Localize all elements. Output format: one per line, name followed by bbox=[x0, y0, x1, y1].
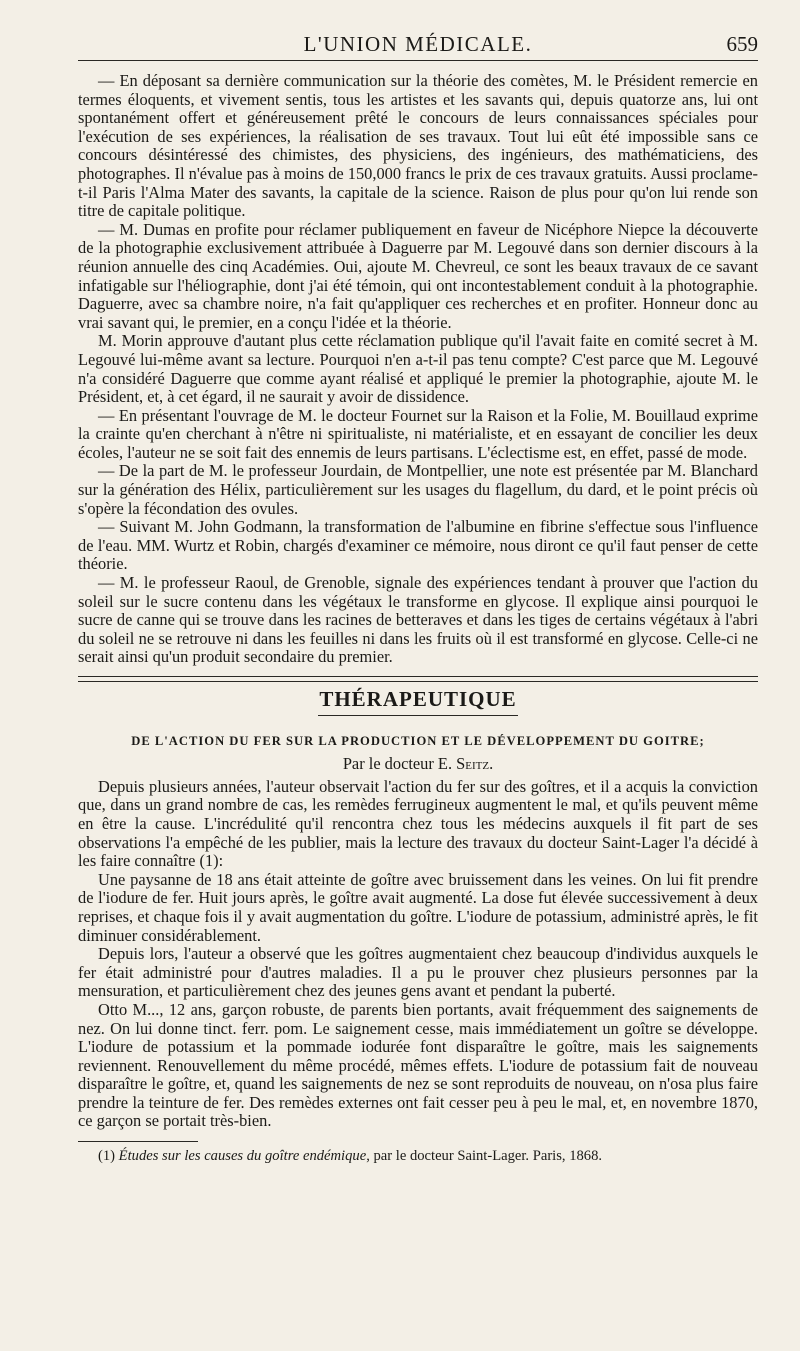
article-title: DE L'ACTION DU FER SUR LA PRODUCTION ET LE DÉVELOPPEMENT DU GOITRE; bbox=[131, 733, 705, 748]
section-title-underline bbox=[318, 715, 518, 716]
paragraph-raoul: — M. le professeur Raoul, de Grenoble, signale des expériences tendant à prouver que l'action du soleil sur le sucre contenu dans les végétaux le transforme en glycose. Il explique ainsi pourquoi le sucre de canne qui se trouve dans les racines de betteraves et dans les tiges de certains végétaux à l'abri du soleil ne se retrouve ni dans les feuilles ni dans les fruits où il est transformé en glycose. Celle-ci ne serait ainsi qu'un produit secondaire du premier. bbox=[78, 573, 758, 667]
footnote-rest: , par le docteur Saint-Lager. Paris, 1868. bbox=[366, 1148, 603, 1165]
author-name: Seitz. bbox=[456, 754, 494, 774]
running-header bbox=[78, 30, 758, 61]
page-number: 659 bbox=[726, 32, 758, 56]
paragraph-comets: — En déposant sa dernière communication sur la théorie des comètes, M. le Président remercie en termes éloquents, et vivement sentis, tous les artistes et les savants qui, depuis quatorze ans, lui ont spontanément offert et généreusement prêté le concours de leurs connaissances spéciales pour l'exécution de ses expériences, la réalisation de ses travaux. Tout lui eût été impossible sans ce concours désintéressé des chimistes, des physiciens, des ingénieurs, des mathématiciens, des photographes. Il n'évalue pas à moins de 150,000 francs le prix de ces travaux gratuits. Aussi proclame-t-il Paris l'Alma Mater des savants, la capitale de la science. Raison de plus pour qu'on lui rende son titre de capitale politique. bbox=[78, 71, 758, 221]
paragraph-niepce: — M. Dumas en profite pour réclamer publiquement en faveur de Nicéphore Niepce la découverte de la photographie exclusivement attribuée à Daguerre par M. Legouvé dans son dernier discours à la réunion annuelle des cinq Académies. Oui, ajoute M. Chevreul, ce sont les beaux travaux de ce savant infatigable sur l'héliographie, dont j'ai été témoin, qui ont incontestablement conduit à la photographie. Daguerre, avec sa chambre noire, n'a fait qu'appliquer ces recherches et en profiter. Honneur donc au vrai savant qui, le premier, en a conçu l'idée et la théorie. bbox=[78, 219, 758, 332]
article-body bbox=[78, 72, 758, 1165]
footnote bbox=[78, 1148, 758, 1165]
article-author bbox=[78, 755, 758, 774]
author-prefix: Par le docteur E. bbox=[342, 754, 457, 774]
paragraph-case-otto: Otto M..., 12 ans, garçon robuste, de parents bien portants, avait fréquemment des saignements de nez. On lui donne tinct. ferr. pom. Le saignement cesse, mais immédiatement un goître se développe. L'iodure de potassium et la pommade iodurée font disparaître le goître, mais les saignements reviennent. Renouvellement du même procédé, mêmes effets. L'iodure de potassium fait de nouveau disparaître le goître, et, quand les saignements de nez se sont reproduits de nouveau, on n'osa plus faire prendre la teinture de fer. Des remèdes externes ont fait cesser peu à peu le mal, et, en novembre 1870, ce garçon se portait très-bien. bbox=[78, 999, 758, 1131]
footnote-title: Études sur les causes du goître endémique bbox=[118, 1148, 367, 1165]
footnote-marker: (1) bbox=[98, 1148, 119, 1165]
journal-title: L'UNION MÉDICALE. bbox=[303, 32, 533, 56]
paragraph-intro: Depuis plusieurs années, l'auteur observait l'action du fer sur des goîtres, et il a acquis la conviction que, dans un grand nombre de cas, les remèdes ferrugineux augmentent le mal, et qu'ils peuvent même en être la cause. L'incrédulité qu'il rencontra chez tous les médecins auxquels il fit part de ses observations l'a empêché de les publier, mais la lecture des travaux du docteur Saint-Lager l'a décidé à les faire connaître (1): bbox=[78, 776, 758, 871]
paragraph-observation: Depuis lors, l'auteur a observé que les goîtres augmentaient chez beaucoup d'individus auxquels le fer était administré pour d'autres maladies. Il a pu le prouver chez plusieurs personnes par la mensuration, et particulièrement chez des jeunes gens avant et pendant la puberté. bbox=[78, 944, 758, 1001]
paragraph-godmann: — Suivant M. John Godmann, la transformation de l'albumine en fibrine s'effectue sous l'influence de l'eau. MM. Wurtz et Robin, chargés d'examiner ce mémoire, nous diront ce qu'il faut penser de cette théorie. bbox=[78, 517, 758, 574]
paragraph-fournet: — En présentant l'ouvrage de M. le docteur Fournet sur la Raison et la Folie, M. Bouillaud exprime la crainte qu'en cherchant à n'être ni spiritualiste, ni matérialiste, et en essayant de concilier les deux écoles, l'auteur ne se soit fait des ennemis de leurs partisans. L'éclectisme est, en effet, passé de mode. bbox=[78, 405, 758, 462]
paragraph-case-peasant: Une paysanne de 18 ans était atteinte de goître avec bruissement dans les veines. On lui fit prendre de l'iodure de fer. Huit jours après, le goître avait augmenté. La dose fut élevée successivement à deux reprises, et chaque fois il y avait augmentation du goître. L'iodure de potassium, administré après, le fit diminuer considérablement. bbox=[78, 869, 758, 945]
section-title: THÉRAPEUTIQUE bbox=[319, 687, 517, 711]
footnote-divider bbox=[78, 1141, 198, 1142]
paragraph-jourdain: — De la part de M. le professeur Jourdain, de Montpellier, une note est présentée par M. Blanchard sur la génération des Hélix, particulièrement sur les usages du flagellum, du dard, et le point précis où s'opère la fécondation des ovules. bbox=[78, 461, 758, 518]
paragraph-morin: M. Morin approuve d'autant plus cette réclamation publique qu'il l'avait faite en comité secret à M. Legouvé lui-même avant sa lecture. Pourquoi n'en a-t-il pas tenu compte? C'est parce que M. Legouvé n'a considéré Daguerre que comme ayant réalisé et appliqué le premier la photographie, ajoute M. le Président, et, à cet égard, il ne saurait y avoir de dissidence. bbox=[78, 331, 758, 407]
section-divider bbox=[78, 676, 758, 682]
